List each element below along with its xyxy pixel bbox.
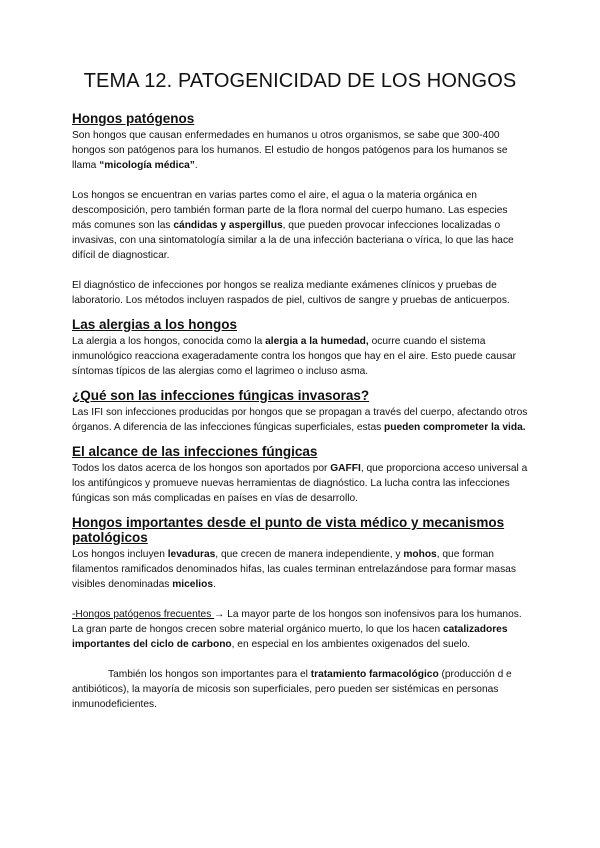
section-alergias (72, 317, 528, 379)
bold-text: levaduras (167, 549, 216, 560)
section-hongos-importantes (72, 515, 528, 712)
bold-text: mohos (403, 549, 437, 560)
text-run: Todos los datos acerca de los hongos son aportados por (72, 463, 331, 474)
paragraph (72, 128, 528, 173)
bold-text: GAFFI (330, 463, 361, 474)
section-heading: El alcance de las infecciones fúngicas (72, 444, 318, 459)
bold-text: pueden comprometer la vida. (384, 422, 526, 433)
text-run: , que crecen de manera independiente, y (215, 549, 404, 560)
paragraph (72, 607, 528, 652)
paragraph (72, 461, 528, 506)
bold-text: alergia a la humedad, (265, 336, 369, 347)
text-run: . (194, 160, 198, 171)
text-run: Los hongos se encuentran en varias partes como el aire, el agua o la materia orgánica en descomposición, pero también forman parte de la flora normal del cuerpo humano. Las especies más comunes son las (72, 190, 508, 231)
paragraph (72, 188, 528, 263)
text-run: Las IFI son infecciones producidas por hongos que se propagan a través del cuerpo, afectando otros órganos. A diferencia de las infecciones fúngicas superficiales, estas (72, 407, 528, 433)
bold-text: catalizadores importantes del ciclo de carbono (72, 624, 508, 650)
text-run: La alergia a los hongos, conocida como la (72, 336, 266, 347)
text-run: Los hongos incluyen (72, 549, 168, 560)
text-run: También los hongos son importantes para el (108, 669, 311, 680)
section-alcance (72, 444, 528, 506)
bold-text: “micología médica” (99, 160, 195, 171)
text-run: , que forman filamentos ramificados denominados hifas, las cuales terminan entrelazándose para formar masas visibles denominadas (72, 549, 516, 590)
section-heading: Hongos importantes desde el punto de vista médico y mecanismos patológicos (72, 515, 505, 545)
paragraph (72, 667, 528, 712)
text-run: ocurre cuando el sistema inmunológico reacciona exageradamente contra los hongos que hay en el aire. Esto puede causar síntomas típicos de las alergias como el lagrimeo o incluso asma. (72, 336, 517, 377)
section-heading: ¿Qué son las infecciones fúngicas invasoras? (72, 388, 370, 403)
arrow-icon: → (214, 609, 225, 620)
paragraph (72, 547, 528, 592)
text-run: , que pueden provocar infecciones localizadas o invasivas, con una sintomatología similar a la de una infección bacteriana o vírica, lo que las hace difícil de diagnosticar. (72, 220, 514, 261)
text-run: , en especial en los ambientes oxigenados del suelo. (231, 639, 471, 650)
text-run: , que proporciona acceso universal a los antifúngicos y promueve nuevas herramientas de diagnóstico. La lucha contra las infecciones fúngicas son más complicadas en países en vías de desarrollo. (72, 463, 528, 504)
underlined-text: -Hongos patógenos frecuentes (72, 609, 215, 620)
paragraph (72, 334, 528, 379)
bold-text: micelios (172, 579, 214, 590)
text-run: (producción d e antibióticos), la mayoría de micosis son superficiales, pero pueden ser sistémicas en personas inmunodeficientes. (72, 669, 512, 710)
section-ifi (72, 388, 528, 435)
section-heading: Hongos patógenos (72, 111, 195, 126)
text-run: La mayor parte de los hongos son inofensivos para los humanos. La gran parte de hongos crecen sobre material orgánico muerto, lo que los hacen (72, 609, 522, 635)
bold-text: tratamiento farmacológico (310, 669, 439, 680)
page-title: TEMA 12. PATOGENICIDAD DE LOS HONGOS (83, 70, 517, 92)
section-hongos-patogenos (72, 111, 528, 308)
paragraph: El diagnóstico de infecciones por hongos se realiza mediante exámenes clínicos y pruebas de laboratorio. Los métodos incluyen raspados de piel, cultivos de sangre y pruebas de anticuerpos. (72, 280, 510, 306)
text-run: . (213, 579, 216, 590)
paragraph (72, 405, 528, 435)
bold-text: cándidas y aspergillus (173, 220, 283, 231)
text-run: Son hongos que causan enfermedades en humanos u otros organismos, se sabe que 300-400 hongos son patógenos para los humanos. El estudio de hongos patógenos para los humanos se llama (72, 130, 508, 171)
section-heading: Las alergias a los hongos (72, 317, 238, 332)
